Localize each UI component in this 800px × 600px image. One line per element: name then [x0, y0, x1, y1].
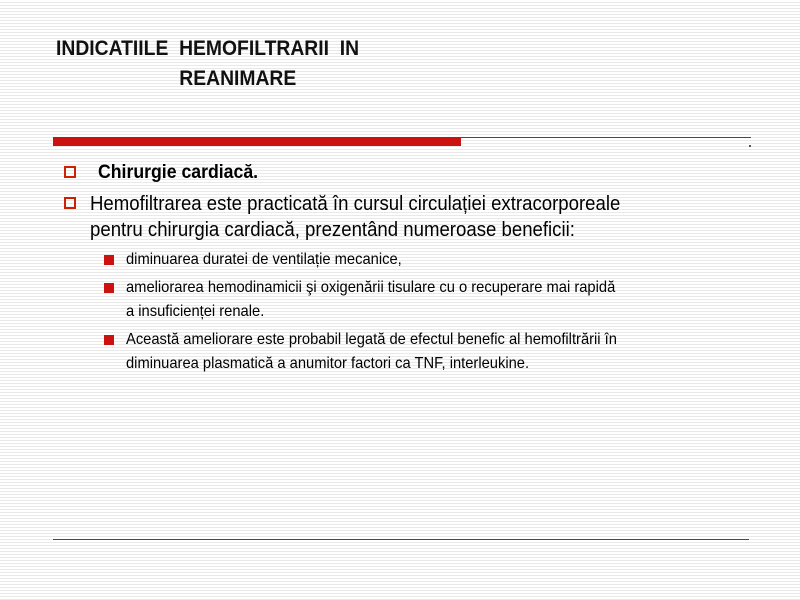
sub-bullet-item	[62, 248, 752, 272]
title-divider-thin	[461, 137, 751, 138]
filled-square-bullet-icon	[104, 255, 114, 265]
slide-title	[56, 34, 406, 94]
title-divider-thick	[53, 137, 461, 146]
slide-title-line-2: REANIMARE	[179, 67, 297, 90]
footer-divider	[53, 539, 749, 540]
hollow-square-bullet-icon	[64, 197, 76, 209]
bullet-text: Hemofiltrarea este practicată în cursul circulației extracorporeale pentru chirurgia cardiacă, prezentând numeroase beneficii:	[90, 193, 621, 241]
slide-body	[62, 160, 752, 380]
slide-title-line-1: INDICATIILE HEMOFILTRARII IN	[56, 37, 360, 60]
bullet-text: Chirurgie cardiacă.	[98, 162, 259, 183]
hollow-square-bullet-icon	[64, 166, 76, 178]
sub-bullet-text: Această ameliorare este probabil legată de efectul benefic al hemofiltrării în diminuarea plasmatică a anumitor factori ca TNF, interleukine.	[126, 331, 617, 372]
sub-bullet-item	[62, 276, 752, 324]
filled-square-bullet-icon	[104, 335, 114, 345]
bullet-item	[62, 191, 752, 243]
sub-bullet-item	[62, 328, 752, 376]
filled-square-bullet-icon	[104, 283, 114, 293]
bullet-item	[62, 160, 752, 186]
sub-bullet-text: ameliorarea hemodinamicii şi oxigenării tisulare cu o recuperare mai rapidă a insuficienței renale.	[126, 279, 616, 320]
divider-end-mark	[749, 145, 751, 147]
sub-bullet-list	[62, 248, 752, 376]
sub-bullet-text: diminuarea duratei de ventilație mecanice,	[126, 251, 402, 268]
